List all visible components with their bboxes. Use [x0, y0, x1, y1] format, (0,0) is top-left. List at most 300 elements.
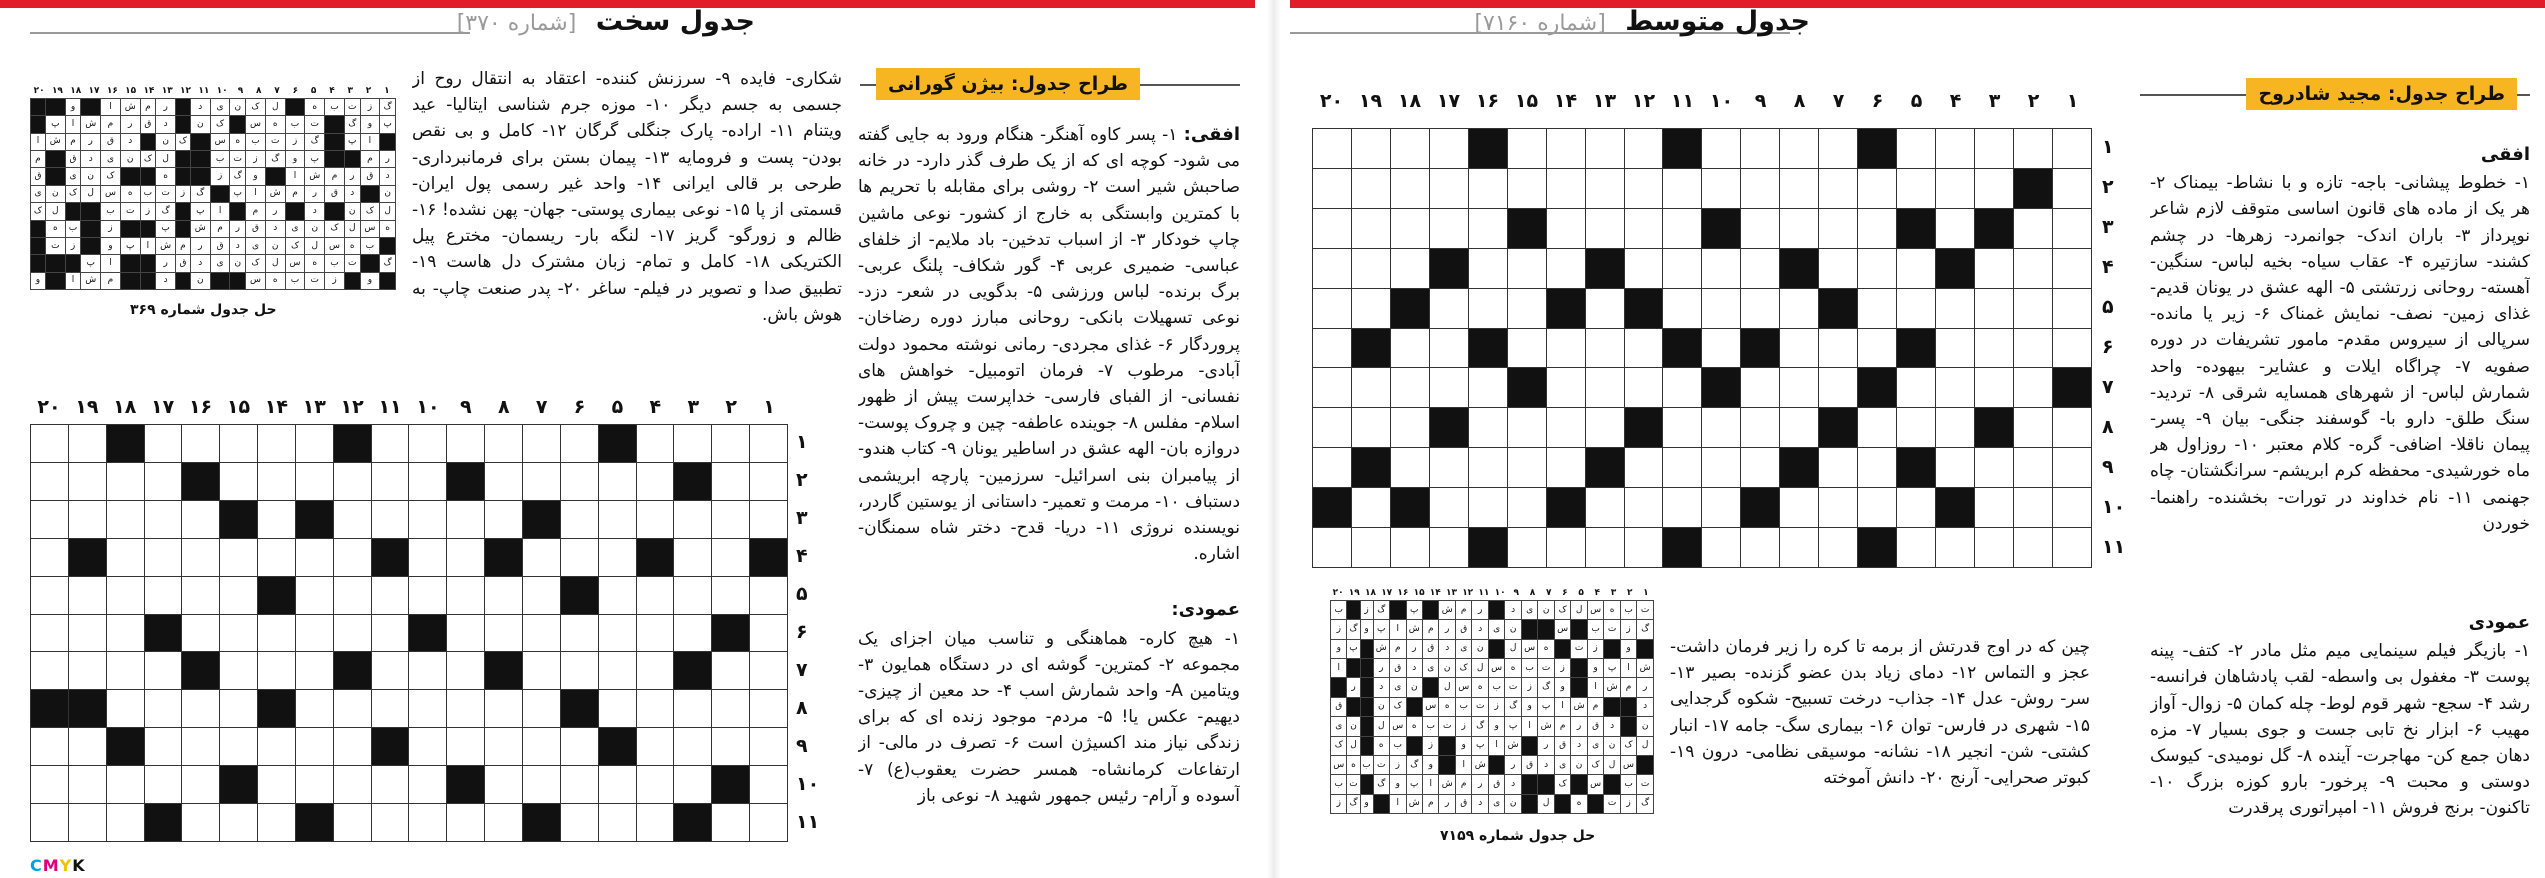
left-empty-cell[interactable] [485, 576, 523, 614]
left-empty-cell[interactable] [750, 425, 788, 463]
left-empty-cell[interactable] [220, 538, 258, 576]
left-empty-cell[interactable] [674, 500, 712, 538]
left-empty-cell[interactable] [598, 766, 636, 804]
left-empty-cell[interactable] [409, 462, 447, 500]
right-empty-cell[interactable] [1351, 248, 1390, 288]
left-empty-cell[interactable] [144, 462, 182, 500]
left-empty-cell[interactable] [333, 690, 371, 728]
right-empty-cell[interactable] [1897, 528, 1936, 568]
right-empty-cell[interactable] [1702, 248, 1741, 288]
right-empty-cell[interactable] [1663, 368, 1702, 408]
left-empty-cell[interactable] [712, 576, 750, 614]
left-puzzle-grid[interactable] [30, 424, 788, 842]
left-empty-cell[interactable] [106, 576, 144, 614]
left-empty-cell[interactable] [447, 652, 485, 690]
left-empty-cell[interactable] [560, 766, 598, 804]
left-empty-cell[interactable] [598, 576, 636, 614]
left-empty-cell[interactable] [447, 538, 485, 576]
left-empty-cell[interactable] [712, 538, 750, 576]
right-empty-cell[interactable] [1507, 528, 1546, 568]
left-empty-cell[interactable] [31, 538, 69, 576]
right-empty-cell[interactable] [1780, 408, 1819, 448]
left-empty-cell[interactable] [68, 804, 106, 842]
right-empty-cell[interactable] [1507, 288, 1546, 328]
left-empty-cell[interactable] [106, 538, 144, 576]
left-empty-cell[interactable] [68, 766, 106, 804]
left-empty-cell[interactable] [750, 690, 788, 728]
left-empty-cell[interactable] [182, 425, 220, 463]
right-empty-cell[interactable] [1780, 168, 1819, 208]
right-empty-cell[interactable] [1468, 288, 1507, 328]
left-empty-cell[interactable] [220, 462, 258, 500]
right-empty-cell[interactable] [1585, 488, 1624, 528]
right-empty-cell[interactable] [2052, 488, 2091, 528]
right-empty-cell[interactable] [1741, 528, 1780, 568]
right-empty-cell[interactable] [1351, 168, 1390, 208]
right-empty-cell[interactable] [1858, 208, 1897, 248]
left-empty-cell[interactable] [712, 690, 750, 728]
left-empty-cell[interactable] [636, 804, 674, 842]
left-empty-cell[interactable] [447, 425, 485, 463]
right-empty-cell[interactable] [1858, 408, 1897, 448]
left-empty-cell[interactable] [712, 804, 750, 842]
left-empty-cell[interactable] [598, 538, 636, 576]
right-empty-cell[interactable] [1507, 129, 1546, 169]
left-empty-cell[interactable] [674, 538, 712, 576]
left-empty-cell[interactable] [31, 500, 69, 538]
left-empty-cell[interactable] [295, 576, 333, 614]
left-empty-cell[interactable] [220, 652, 258, 690]
right-empty-cell[interactable] [1390, 408, 1429, 448]
left-empty-cell[interactable] [750, 462, 788, 500]
right-empty-cell[interactable] [1858, 248, 1897, 288]
left-empty-cell[interactable] [636, 500, 674, 538]
left-empty-cell[interactable] [522, 538, 560, 576]
left-empty-cell[interactable] [560, 652, 598, 690]
left-empty-cell[interactable] [522, 728, 560, 766]
right-empty-cell[interactable] [1702, 488, 1741, 528]
right-empty-cell[interactable] [1585, 129, 1624, 169]
right-empty-cell[interactable] [1858, 448, 1897, 488]
right-empty-cell[interactable] [2013, 208, 2052, 248]
right-empty-cell[interactable] [1663, 208, 1702, 248]
left-empty-cell[interactable] [258, 614, 296, 652]
left-empty-cell[interactable] [522, 576, 560, 614]
right-empty-cell[interactable] [1741, 248, 1780, 288]
right-empty-cell[interactable] [1546, 528, 1585, 568]
left-empty-cell[interactable] [220, 425, 258, 463]
left-empty-cell[interactable] [68, 462, 106, 500]
left-empty-cell[interactable] [750, 500, 788, 538]
right-empty-cell[interactable] [2013, 129, 2052, 169]
left-empty-cell[interactable] [144, 728, 182, 766]
right-empty-cell[interactable] [1780, 368, 1819, 408]
right-empty-cell[interactable] [1468, 368, 1507, 408]
left-empty-cell[interactable] [674, 425, 712, 463]
left-empty-cell[interactable] [636, 766, 674, 804]
left-empty-cell[interactable] [409, 804, 447, 842]
right-empty-cell[interactable] [1936, 129, 1975, 169]
left-empty-cell[interactable] [182, 804, 220, 842]
right-empty-cell[interactable] [1351, 208, 1390, 248]
right-empty-cell[interactable] [1780, 528, 1819, 568]
left-empty-cell[interactable] [144, 690, 182, 728]
right-empty-cell[interactable] [1974, 288, 2013, 328]
right-empty-cell[interactable] [1313, 288, 1352, 328]
left-empty-cell[interactable] [598, 690, 636, 728]
left-empty-cell[interactable] [182, 690, 220, 728]
left-empty-cell[interactable] [750, 576, 788, 614]
left-empty-cell[interactable] [31, 462, 69, 500]
left-empty-cell[interactable] [295, 425, 333, 463]
left-empty-cell[interactable] [598, 614, 636, 652]
left-empty-cell[interactable] [144, 652, 182, 690]
right-empty-cell[interactable] [1663, 168, 1702, 208]
left-empty-cell[interactable] [68, 500, 106, 538]
left-empty-cell[interactable] [598, 804, 636, 842]
left-empty-cell[interactable] [750, 766, 788, 804]
right-empty-cell[interactable] [1546, 408, 1585, 448]
right-empty-cell[interactable] [1313, 368, 1352, 408]
right-empty-cell[interactable] [1585, 208, 1624, 248]
left-empty-cell[interactable] [522, 462, 560, 500]
right-empty-cell[interactable] [1974, 448, 2013, 488]
right-empty-cell[interactable] [2013, 328, 2052, 368]
right-empty-cell[interactable] [1780, 328, 1819, 368]
right-empty-cell[interactable] [2052, 528, 2091, 568]
left-empty-cell[interactable] [333, 576, 371, 614]
left-empty-cell[interactable] [182, 500, 220, 538]
right-empty-cell[interactable] [1390, 448, 1429, 488]
right-empty-cell[interactable] [1780, 208, 1819, 248]
right-empty-cell[interactable] [1819, 129, 1858, 169]
right-empty-cell[interactable] [1624, 129, 1663, 169]
right-empty-cell[interactable] [1663, 248, 1702, 288]
right-empty-cell[interactable] [1468, 208, 1507, 248]
left-empty-cell[interactable] [295, 538, 333, 576]
right-empty-cell[interactable] [1390, 208, 1429, 248]
right-empty-cell[interactable] [1351, 129, 1390, 169]
right-empty-cell[interactable] [1390, 248, 1429, 288]
left-empty-cell[interactable] [68, 652, 106, 690]
left-empty-cell[interactable] [712, 652, 750, 690]
right-empty-cell[interactable] [1429, 288, 1468, 328]
left-empty-cell[interactable] [409, 500, 447, 538]
right-empty-cell[interactable] [1313, 328, 1352, 368]
right-empty-cell[interactable] [2052, 168, 2091, 208]
left-empty-cell[interactable] [144, 538, 182, 576]
left-empty-cell[interactable] [560, 614, 598, 652]
right-empty-cell[interactable] [1429, 168, 1468, 208]
right-empty-cell[interactable] [1585, 408, 1624, 448]
left-empty-cell[interactable] [220, 576, 258, 614]
right-empty-cell[interactable] [1741, 408, 1780, 448]
right-empty-cell[interactable] [1313, 208, 1352, 248]
left-empty-cell[interactable] [220, 614, 258, 652]
left-empty-cell[interactable] [31, 614, 69, 652]
right-empty-cell[interactable] [1936, 328, 1975, 368]
right-empty-cell[interactable] [1702, 408, 1741, 448]
left-empty-cell[interactable] [636, 652, 674, 690]
right-empty-cell[interactable] [1546, 168, 1585, 208]
left-empty-cell[interactable] [712, 728, 750, 766]
right-empty-cell[interactable] [1585, 328, 1624, 368]
left-empty-cell[interactable] [712, 425, 750, 463]
right-empty-cell[interactable] [1936, 288, 1975, 328]
left-empty-cell[interactable] [182, 766, 220, 804]
left-empty-cell[interactable] [295, 690, 333, 728]
left-empty-cell[interactable] [371, 425, 409, 463]
left-empty-cell[interactable] [522, 766, 560, 804]
right-empty-cell[interactable] [1819, 248, 1858, 288]
right-empty-cell[interactable] [1897, 368, 1936, 408]
right-empty-cell[interactable] [1585, 528, 1624, 568]
left-empty-cell[interactable] [371, 766, 409, 804]
left-empty-cell[interactable] [258, 538, 296, 576]
right-empty-cell[interactable] [1974, 248, 2013, 288]
left-empty-cell[interactable] [560, 538, 598, 576]
left-empty-cell[interactable] [68, 576, 106, 614]
right-empty-cell[interactable] [2052, 328, 2091, 368]
left-empty-cell[interactable] [674, 728, 712, 766]
right-empty-cell[interactable] [2052, 129, 2091, 169]
right-empty-cell[interactable] [2013, 528, 2052, 568]
right-empty-cell[interactable] [1741, 448, 1780, 488]
right-empty-cell[interactable] [1313, 248, 1352, 288]
left-empty-cell[interactable] [674, 690, 712, 728]
right-empty-cell[interactable] [1819, 448, 1858, 488]
right-empty-cell[interactable] [1702, 448, 1741, 488]
right-empty-cell[interactable] [2052, 408, 2091, 448]
right-empty-cell[interactable] [1702, 168, 1741, 208]
left-empty-cell[interactable] [409, 728, 447, 766]
right-empty-cell[interactable] [1897, 288, 1936, 328]
left-empty-cell[interactable] [220, 728, 258, 766]
left-empty-cell[interactable] [106, 462, 144, 500]
left-empty-cell[interactable] [598, 652, 636, 690]
left-empty-cell[interactable] [144, 766, 182, 804]
right-empty-cell[interactable] [1313, 528, 1352, 568]
right-empty-cell[interactable] [1313, 408, 1352, 448]
right-empty-cell[interactable] [1819, 368, 1858, 408]
right-empty-cell[interactable] [1468, 408, 1507, 448]
left-empty-cell[interactable] [409, 690, 447, 728]
left-empty-cell[interactable] [31, 728, 69, 766]
right-empty-cell[interactable] [1507, 488, 1546, 528]
right-empty-cell[interactable] [2052, 288, 2091, 328]
right-empty-cell[interactable] [1429, 208, 1468, 248]
left-empty-cell[interactable] [636, 690, 674, 728]
left-empty-cell[interactable] [674, 576, 712, 614]
right-empty-cell[interactable] [1507, 408, 1546, 448]
left-empty-cell[interactable] [485, 690, 523, 728]
left-empty-cell[interactable] [333, 500, 371, 538]
right-empty-cell[interactable] [1624, 208, 1663, 248]
right-empty-cell[interactable] [1741, 368, 1780, 408]
right-empty-cell[interactable] [2013, 288, 2052, 328]
right-empty-cell[interactable] [1819, 488, 1858, 528]
left-empty-cell[interactable] [144, 425, 182, 463]
right-empty-cell[interactable] [1702, 328, 1741, 368]
left-empty-cell[interactable] [750, 652, 788, 690]
right-empty-cell[interactable] [2013, 488, 2052, 528]
left-empty-cell[interactable] [409, 425, 447, 463]
right-empty-cell[interactable] [1974, 488, 2013, 528]
left-empty-cell[interactable] [258, 804, 296, 842]
left-empty-cell[interactable] [712, 462, 750, 500]
right-empty-cell[interactable] [2013, 368, 2052, 408]
left-empty-cell[interactable] [522, 614, 560, 652]
left-empty-cell[interactable] [447, 500, 485, 538]
right-empty-cell[interactable] [1897, 408, 1936, 448]
right-empty-cell[interactable] [1741, 288, 1780, 328]
left-empty-cell[interactable] [371, 500, 409, 538]
left-empty-cell[interactable] [106, 500, 144, 538]
left-empty-cell[interactable] [409, 576, 447, 614]
left-empty-cell[interactable] [598, 462, 636, 500]
right-empty-cell[interactable] [1546, 129, 1585, 169]
left-empty-cell[interactable] [560, 728, 598, 766]
right-empty-cell[interactable] [1819, 208, 1858, 248]
left-empty-cell[interactable] [258, 766, 296, 804]
right-empty-cell[interactable] [1663, 488, 1702, 528]
left-empty-cell[interactable] [371, 614, 409, 652]
left-empty-cell[interactable] [144, 576, 182, 614]
right-empty-cell[interactable] [1546, 248, 1585, 288]
right-empty-cell[interactable] [1819, 528, 1858, 568]
right-empty-cell[interactable] [1585, 368, 1624, 408]
left-empty-cell[interactable] [295, 766, 333, 804]
right-empty-cell[interactable] [1507, 328, 1546, 368]
left-empty-cell[interactable] [295, 462, 333, 500]
right-empty-cell[interactable] [1974, 328, 2013, 368]
right-empty-cell[interactable] [1741, 168, 1780, 208]
right-empty-cell[interactable] [1390, 528, 1429, 568]
right-empty-cell[interactable] [1624, 168, 1663, 208]
left-empty-cell[interactable] [371, 576, 409, 614]
left-empty-cell[interactable] [750, 614, 788, 652]
right-empty-cell[interactable] [1624, 328, 1663, 368]
left-empty-cell[interactable] [68, 425, 106, 463]
left-empty-cell[interactable] [295, 728, 333, 766]
right-empty-cell[interactable] [1390, 328, 1429, 368]
left-empty-cell[interactable] [485, 462, 523, 500]
left-empty-cell[interactable] [295, 614, 333, 652]
left-empty-cell[interactable] [333, 728, 371, 766]
left-empty-cell[interactable] [522, 690, 560, 728]
right-empty-cell[interactable] [1468, 248, 1507, 288]
right-empty-cell[interactable] [1507, 248, 1546, 288]
right-empty-cell[interactable] [1468, 488, 1507, 528]
right-empty-cell[interactable] [1429, 368, 1468, 408]
left-empty-cell[interactable] [182, 576, 220, 614]
left-empty-cell[interactable] [447, 728, 485, 766]
right-empty-cell[interactable] [1897, 248, 1936, 288]
left-empty-cell[interactable] [106, 804, 144, 842]
right-empty-cell[interactable] [1858, 328, 1897, 368]
left-empty-cell[interactable] [560, 804, 598, 842]
right-puzzle-grid[interactable] [1312, 128, 2092, 568]
left-empty-cell[interactable] [258, 500, 296, 538]
left-empty-cell[interactable] [636, 462, 674, 500]
left-empty-cell[interactable] [560, 462, 598, 500]
right-empty-cell[interactable] [1313, 448, 1352, 488]
left-empty-cell[interactable] [258, 652, 296, 690]
left-empty-cell[interactable] [106, 766, 144, 804]
right-empty-cell[interactable] [1390, 368, 1429, 408]
left-empty-cell[interactable] [333, 614, 371, 652]
right-empty-cell[interactable] [1546, 328, 1585, 368]
right-empty-cell[interactable] [2052, 448, 2091, 488]
right-empty-cell[interactable] [1507, 168, 1546, 208]
left-empty-cell[interactable] [750, 728, 788, 766]
left-empty-cell[interactable] [295, 652, 333, 690]
right-empty-cell[interactable] [1702, 129, 1741, 169]
right-empty-cell[interactable] [1936, 528, 1975, 568]
right-empty-cell[interactable] [1585, 288, 1624, 328]
left-empty-cell[interactable] [182, 728, 220, 766]
left-empty-cell[interactable] [560, 500, 598, 538]
left-empty-cell[interactable] [750, 804, 788, 842]
left-empty-cell[interactable] [560, 425, 598, 463]
left-empty-cell[interactable] [447, 804, 485, 842]
right-empty-cell[interactable] [1313, 168, 1352, 208]
right-empty-cell[interactable] [1624, 368, 1663, 408]
right-empty-cell[interactable] [1351, 528, 1390, 568]
right-empty-cell[interactable] [1351, 368, 1390, 408]
left-empty-cell[interactable] [220, 690, 258, 728]
right-empty-cell[interactable] [1546, 208, 1585, 248]
right-empty-cell[interactable] [1974, 528, 2013, 568]
left-empty-cell[interactable] [485, 500, 523, 538]
left-empty-cell[interactable] [485, 804, 523, 842]
right-empty-cell[interactable] [1974, 129, 2013, 169]
left-empty-cell[interactable] [522, 425, 560, 463]
right-empty-cell[interactable] [1546, 368, 1585, 408]
right-empty-cell[interactable] [1858, 288, 1897, 328]
left-empty-cell[interactable] [106, 614, 144, 652]
left-empty-cell[interactable] [447, 576, 485, 614]
left-empty-cell[interactable] [333, 538, 371, 576]
right-empty-cell[interactable] [1780, 488, 1819, 528]
left-empty-cell[interactable] [409, 766, 447, 804]
left-empty-cell[interactable] [371, 462, 409, 500]
right-empty-cell[interactable] [1429, 129, 1468, 169]
left-empty-cell[interactable] [258, 462, 296, 500]
right-empty-cell[interactable] [1351, 408, 1390, 448]
right-empty-cell[interactable] [1897, 488, 1936, 528]
left-empty-cell[interactable] [106, 690, 144, 728]
right-empty-cell[interactable] [1313, 129, 1352, 169]
left-empty-cell[interactable] [636, 614, 674, 652]
right-empty-cell[interactable] [1936, 368, 1975, 408]
left-empty-cell[interactable] [31, 576, 69, 614]
left-empty-cell[interactable] [522, 652, 560, 690]
left-empty-cell[interactable] [68, 728, 106, 766]
right-empty-cell[interactable] [1507, 448, 1546, 488]
left-empty-cell[interactable] [636, 576, 674, 614]
right-empty-cell[interactable] [1351, 488, 1390, 528]
left-empty-cell[interactable] [31, 804, 69, 842]
left-empty-cell[interactable] [371, 690, 409, 728]
right-empty-cell[interactable] [1741, 129, 1780, 169]
right-empty-cell[interactable] [1390, 168, 1429, 208]
left-empty-cell[interactable] [447, 690, 485, 728]
right-empty-cell[interactable] [1429, 448, 1468, 488]
right-empty-cell[interactable] [1780, 129, 1819, 169]
right-empty-cell[interactable] [1546, 448, 1585, 488]
left-empty-cell[interactable] [636, 728, 674, 766]
